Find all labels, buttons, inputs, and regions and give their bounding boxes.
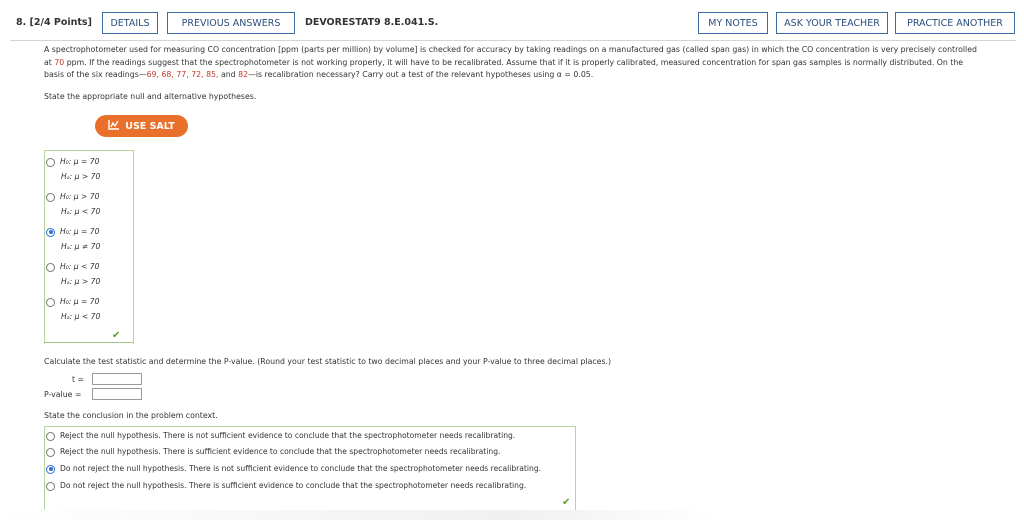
conclusion-text: Do not reject the null hypothesis. There is sufficient evidence to conclude that the spectrophotometer needs recalibrating. (60, 481, 527, 490)
radio-button[interactable] (46, 158, 55, 167)
p-value-input[interactable] (92, 388, 142, 400)
problem-text-2: ppm. If the readings suggest that the spectrophotometer is not working properly, it will have to be recalibrated. Assume that if it is properly calibrated, measured concentration for span gas samples is normally distributed. On the basis of the six readings— (44, 57, 964, 79)
alternative-hypothesis: Hₐ: μ > 70 (61, 277, 101, 286)
null-hypothesis: H₀: μ < 70 (60, 262, 100, 271)
hypothesis-option-1[interactable] (46, 154, 100, 184)
problem-statement (44, 44, 984, 82)
previous-answers-button[interactable]: PREVIOUS ANSWERS (167, 12, 295, 34)
bottom-fade (0, 510, 1024, 520)
conclusion-option-1[interactable] (46, 431, 515, 441)
t-label: t = (72, 375, 85, 384)
null-hypothesis: H₀: μ = 70 (60, 227, 100, 236)
hypothesis-option-4[interactable] (46, 259, 100, 289)
radio-button-selected[interactable] (46, 465, 55, 474)
radio-button[interactable] (46, 448, 55, 457)
conclusion-text: Do not reject the null hypothesis. There is not sufficient evidence to conclude that the spectrophotometer needs recalibrating. (60, 464, 542, 473)
conclusion-text: Reject the null hypothesis. There is sufficient evidence to conclude that the spectrophotometer needs recalibrating. (60, 447, 501, 456)
readings-values: 69, 68, 77, 72, 85, (146, 70, 219, 79)
conclusion-prompt: State the conclusion in the problem context. (44, 411, 218, 420)
checkmark-icon: ✔ (562, 497, 571, 508)
conclusion-text: Reject the null hypothesis. There is not sufficient evidence to conclude that the spectrophotometer needs recalibrating. (60, 431, 516, 440)
calculation-prompt: Calculate the test statistic and determine the P-value. (Round your test statistic to two decimal places and your P-value to three decimal places.) (44, 357, 612, 366)
hypothesis-options (44, 150, 134, 344)
hypotheses-prompt: State the appropriate null and alternative hypotheses. (44, 92, 257, 101)
last-reading: 82 (238, 70, 249, 79)
and-text: and (218, 70, 239, 79)
t-statistic-input[interactable] (92, 373, 142, 385)
ask-teacher-button[interactable]: ASK YOUR TEACHER (776, 12, 888, 34)
question-number: 8. [2/4 Points] (16, 17, 92, 28)
checkmark-icon: ✔ (112, 330, 121, 341)
null-hypothesis: H₀: μ > 70 (60, 192, 100, 201)
radio-button[interactable] (46, 263, 55, 272)
problem-text-1: A spectrophotometer used for measuring CO concentration [ppm (parts per million) by volume] is checked for accuracy by taking readings on a manufactured gas (called span gas) in which the CO concentration is very precisely controlled at (44, 45, 977, 67)
my-notes-button[interactable]: MY NOTES (698, 12, 768, 34)
conclusion-option-4[interactable] (46, 481, 526, 491)
conclusion-options (44, 426, 576, 514)
hypothesis-option-5[interactable] (46, 294, 100, 324)
alternative-hypothesis: Hₐ: μ < 70 (61, 207, 101, 216)
controlled-value: 70 (54, 57, 65, 67)
radio-button[interactable] (46, 298, 55, 307)
hypothesis-option-3[interactable] (46, 224, 100, 254)
radio-button[interactable] (46, 482, 55, 491)
details-button[interactable]: DETAILS (102, 12, 158, 34)
alternative-hypothesis: Hₐ: μ > 70 (61, 172, 101, 181)
null-hypothesis: H₀: μ = 70 (60, 157, 100, 166)
p-value-label: P-value = (44, 390, 82, 399)
conclusion-option-2[interactable] (46, 447, 500, 457)
problem-code: DEVORESTAT9 8.E.041.S. (305, 17, 439, 28)
problem-text-3: —is recalibration necessary? Carry out a test of the relevant hypotheses using α = 0.05. (248, 70, 594, 79)
radio-button-selected[interactable] (46, 228, 55, 237)
divider (44, 342, 133, 343)
radio-button[interactable] (46, 193, 55, 202)
use-salt-button[interactable] (95, 115, 188, 137)
conclusion-option-3[interactable] (46, 464, 541, 474)
hypothesis-option-2[interactable] (46, 189, 100, 219)
chart-icon (108, 119, 120, 133)
practice-another-button[interactable]: PRACTICE ANOTHER (895, 12, 1015, 34)
use-salt-label: USE SALT (125, 120, 175, 132)
null-hypothesis: H₀: μ = 70 (60, 297, 100, 306)
alternative-hypothesis: Hₐ: μ ≠ 70 (61, 242, 101, 251)
question-header (10, 10, 1016, 41)
radio-button[interactable] (46, 432, 55, 441)
alternative-hypothesis: Hₐ: μ < 70 (61, 312, 101, 321)
